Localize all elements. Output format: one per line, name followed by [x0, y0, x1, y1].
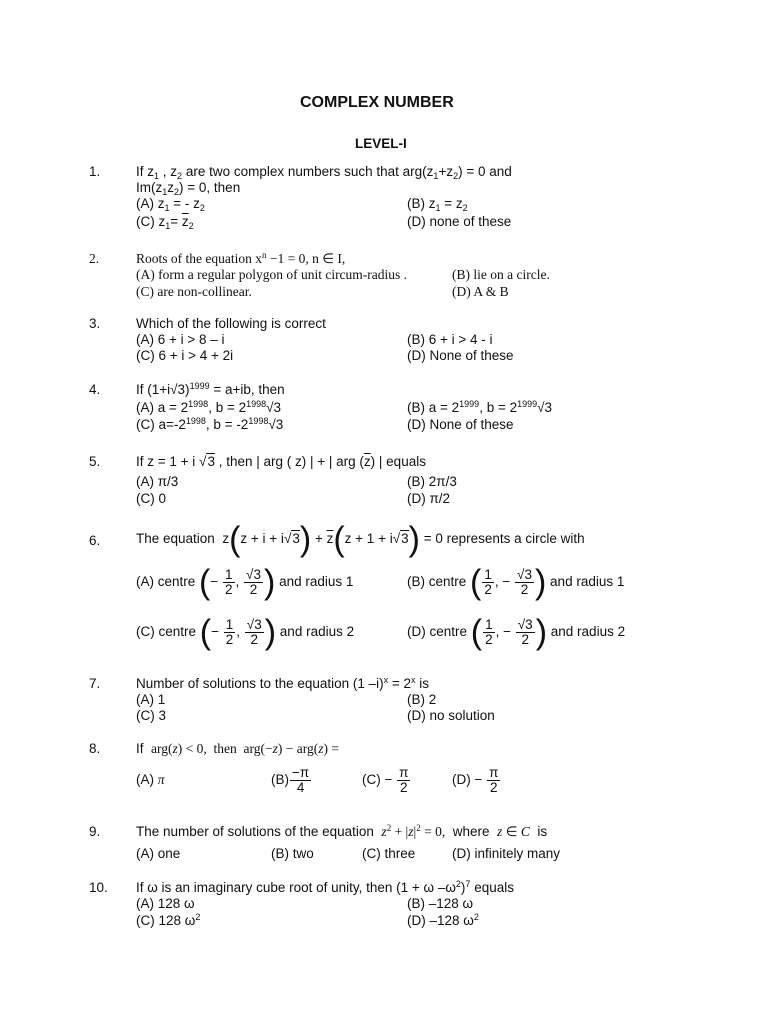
option-b: (B) $\frac{-\pi}{4}$	[271, 764, 310, 795]
question-number: 1.	[89, 164, 101, 179]
option-d: (D) infinitely many	[452, 846, 561, 861]
option-c: (C) $a=-2^{1998}$, $b = -2^{1998}√3$	[136, 416, 284, 432]
question-number: 9.	[89, 824, 101, 839]
option-b: (B) 2	[407, 692, 437, 707]
option-d: (D) None of these	[407, 417, 514, 432]
option-b: (B) $z_1 = z_2$	[407, 196, 468, 213]
question-number: 7.	[89, 676, 101, 691]
option-d: (D) none of these	[407, 214, 512, 229]
option-c: (C) 6 + i > 4 + 2i	[136, 348, 234, 363]
option-c: (C) $z_1= \overline{z}_2$	[136, 214, 194, 231]
level-heading: LEVEL-I	[355, 136, 407, 151]
option-a: (A) 1	[136, 692, 166, 707]
option-c: (C) 3	[136, 708, 166, 723]
option-d: (D) None of these	[407, 348, 514, 363]
question-number: 4.	[89, 382, 101, 397]
option-c: (C) 128 $\omega^2$	[136, 912, 201, 928]
option-a: (A) one	[136, 846, 181, 861]
option-a: (A) $a = 2^{1998}$, $b = 2^{1998}√3$	[136, 399, 282, 415]
option-d: (D) no solution	[407, 708, 495, 723]
question-stem: The number of solutions of the equation $z^2 + |z|^2 = 0$, where z ∈ C is	[136, 823, 548, 839]
option-b: (B) –128 ω	[407, 896, 474, 911]
question-number: 8.	[89, 741, 101, 756]
question-stem-line2: $Im(z_1z_2) = 0$, then	[136, 180, 241, 197]
option-d: (D) π/2	[407, 491, 451, 506]
option-d: (D) A & B	[452, 284, 509, 299]
option-a: (A) centre (− $\frac{1}{2}$ , $\frac{√3}{2}$ ) and radius 1	[136, 563, 354, 602]
option-c: (C) are non-collinear.	[136, 284, 252, 299]
question-stem: If $z_1$ , $z_2$ are two complex numbers such that $arg(z_1+z_2) = 0$ and	[136, 164, 512, 181]
question-stem: Number of solutions to the equation (1 $-i)^x = 2^x$ is	[136, 675, 430, 691]
option-a: (A) π	[136, 772, 165, 787]
option-b: (B) $a = 2^{1999}$, $b = 2^{1999}√3$	[407, 399, 553, 415]
option-a: (A) 128 ω	[136, 896, 195, 911]
option-a: (A) $z_1$ = - $z_2$	[136, 196, 205, 213]
option-b: (B) lie on a circle.	[452, 267, 550, 282]
option-a: (A) π/3	[136, 474, 179, 489]
question-stem: Which of the following is correct	[136, 316, 326, 331]
option-d: (D) centre ( $\frac{1}{2}$ , − $\frac{√3}{2}$ ) and radius 2	[407, 613, 626, 652]
question-stem: If arg(z) < 0, then arg(−z) − arg(z) =	[136, 741, 339, 756]
option-b: (B) 2π/3	[407, 474, 457, 489]
question-stem: If $(1+i√3)^{1999} = a+ib$, then	[136, 381, 285, 397]
option-a: (A) form a regular polygon of unit circum-radius .	[136, 267, 408, 282]
page-title: COMPLEX NUMBER	[300, 94, 454, 111]
question-number: 5.	[89, 454, 101, 469]
option-b: (B) two	[271, 846, 314, 861]
option-c: (C) three	[362, 846, 416, 861]
question-stem: If z = 1 + i √3 , then | arg ( z) | + | arg $(\overline{z})$ | equals	[136, 454, 426, 469]
option-c: (C) centre (− $\frac{1}{2}$ , $\frac{√3}{2}$ ) and radius 2	[136, 613, 355, 652]
question-stem: If ω is an imaginary cube root of unity, then (1 + ω $-\omega^2)^7$ equals	[136, 879, 514, 895]
question-number: 3.	[89, 316, 101, 331]
option-c: (C) 0	[136, 491, 166, 506]
question-number: 6.	[89, 533, 101, 548]
question-number: 10.	[89, 880, 108, 895]
option-b: (B) 6 + i > 4 - i	[407, 332, 493, 347]
question-stem: Roots of the equation $x^n -1 = 0$, n ∈ I,	[136, 250, 346, 266]
option-d: (D) –128 $\omega^2$	[407, 912, 479, 928]
question-number: 2.	[89, 251, 100, 266]
option-c: (C) − $\frac{\pi}{2}$	[362, 764, 409, 795]
option-d: (D) − $\frac{\pi}{2}$	[452, 764, 499, 795]
option-b: (B) centre ( $\frac{1}{2}$ , − $\frac{√3}{2}$ ) and radius 1	[407, 563, 625, 602]
option-a: (A) 6 + i > 8 – i	[136, 332, 225, 347]
question-stem: The equation $z(z + i + i√3) + \overline{z}(z + 1 + i√3) = 0$ represents a circle with	[136, 520, 585, 559]
